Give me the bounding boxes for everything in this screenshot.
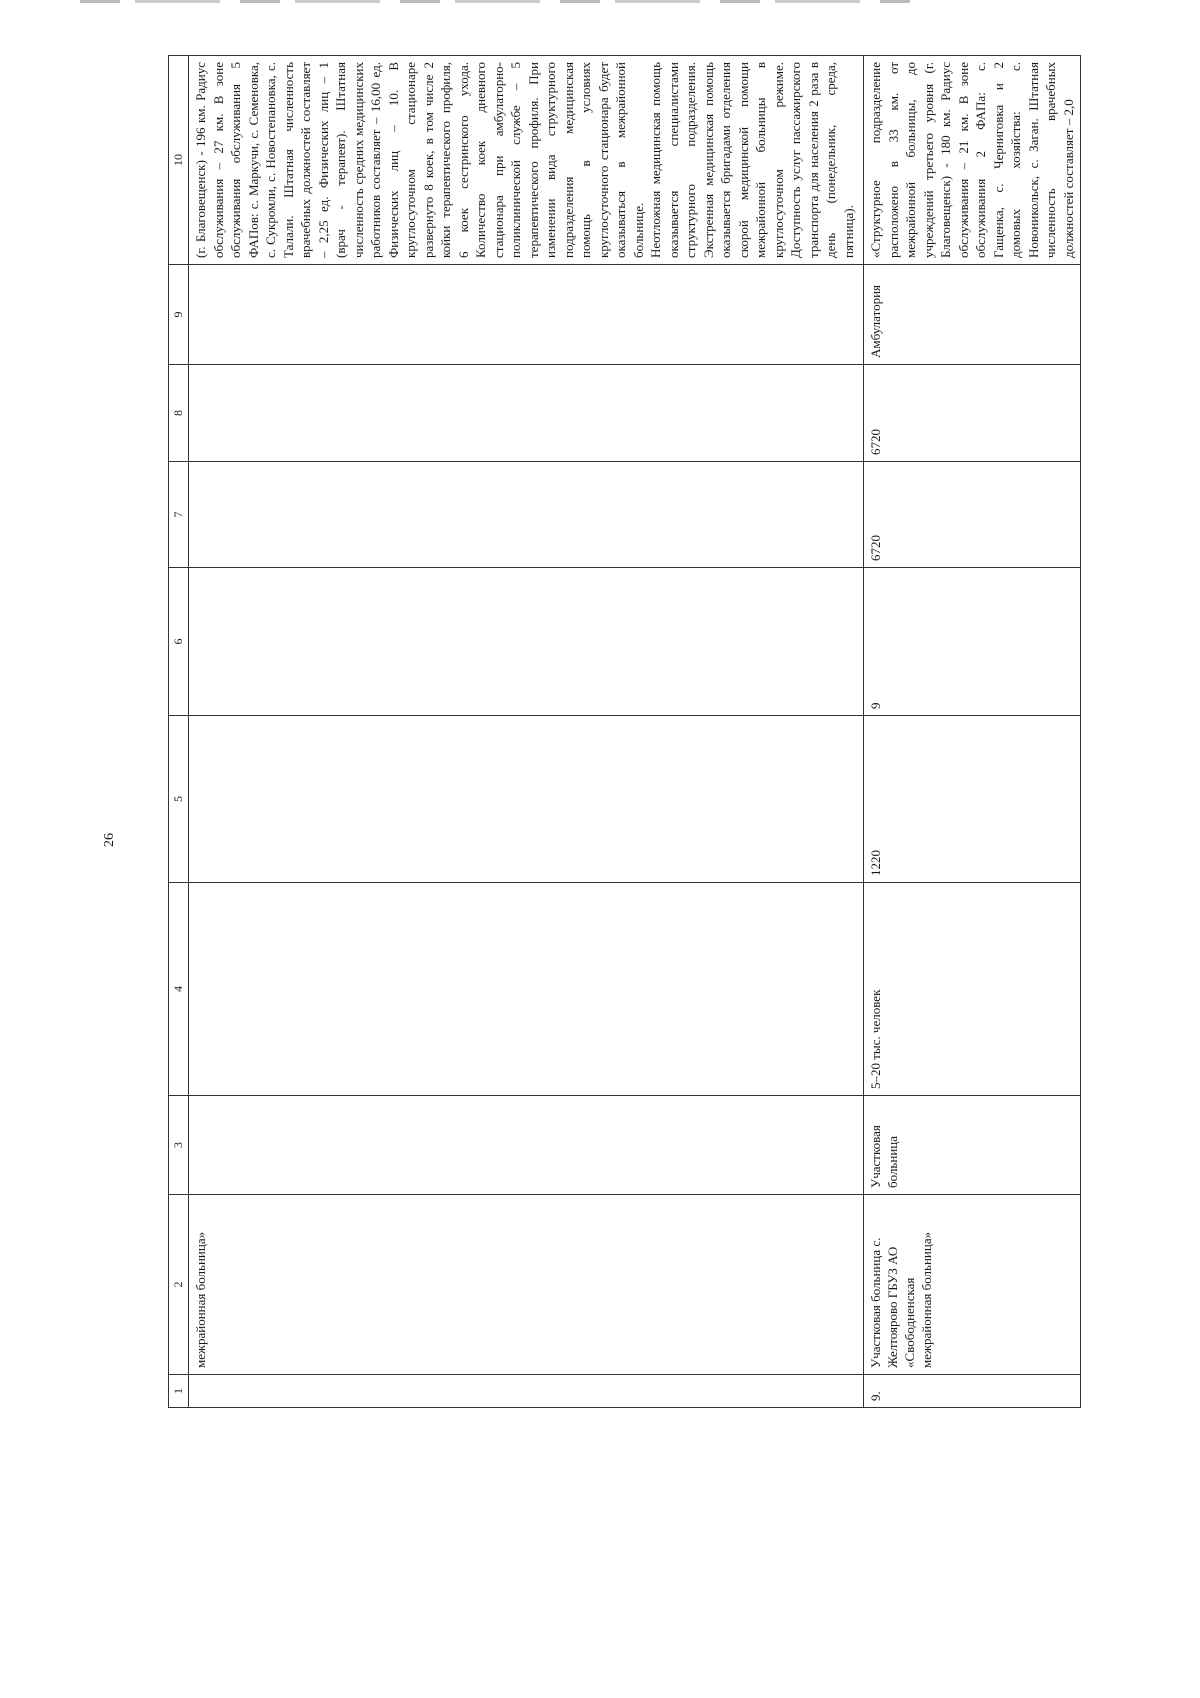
- description-paragraph: Неотложная медицинская помощь оказывается специалистами структурного подразделения. Экстренная медицинская помощь оказывается бригадами отделения скорой медицинской помощи межрайонной больницы в круглосуточном режиме. Доступность услуг пассажирского транспорта для населения 2 раза в день (понедельник, среда, пятница).: [648, 62, 856, 258]
- data-table: [168, 55, 1081, 1408]
- empty-cell: [189, 1096, 864, 1195]
- row-number-cell: 9.: [864, 1375, 1081, 1408]
- scan-edge: [80, 0, 910, 3]
- value-cell: 6720: [864, 365, 1081, 462]
- empty-cell: [189, 462, 864, 568]
- header-cell: 5: [169, 716, 189, 883]
- organization-cell: межрайонная больница»: [189, 1195, 864, 1375]
- population-cell: 5–20 тыс. человек: [864, 883, 1081, 1096]
- empty-cell: [189, 365, 864, 462]
- empty-cell: [189, 716, 864, 883]
- header-cell: 10: [169, 56, 189, 265]
- new-type-cell: Амбулатория: [864, 265, 1081, 365]
- organization-cell: Участковая больница с. Желтоярово ГБУЗ АО «Свободненская межрайонная больница»: [864, 1195, 1081, 1375]
- header-cell: 2: [169, 1195, 189, 1375]
- rotated-table-canvas: [168, 56, 1078, 1408]
- header-cell: 3: [169, 1096, 189, 1195]
- header-cell: 1: [169, 1375, 189, 1408]
- header-cell: 4: [169, 883, 189, 1096]
- table-row-9: [864, 56, 1081, 1408]
- empty-cell: [189, 883, 864, 1096]
- header-cell: 6: [169, 568, 189, 716]
- row-number-cell: [189, 1375, 864, 1408]
- header-cell: 8: [169, 365, 189, 462]
- value-cell: 1220: [864, 716, 1081, 883]
- value-cell: 6720: [864, 462, 1081, 568]
- header-row: [169, 56, 189, 1408]
- description-cell: [189, 56, 864, 265]
- type-cell: Участковая больница: [864, 1096, 1081, 1195]
- empty-cell: [189, 568, 864, 716]
- description-paragraph: (г. Благовещенск) - 196 км. Радиус обслуживания – 27 км. В зоне обслуживания обслуживания 5 ФАПов: с. Маркучи, с. Семеновка, с. Сукромли, с. Новостепановка, с. Талали. Штатная численность врачебных должностей составляет – 2,25 ед. Физических лиц – 1 (врач - терапевт). Штатная численность средних медицинских работников составляет – 16,00 ед. Физических лиц – 10. В круглосуточном стационаре развернуто 8 коек, в том числе 2 койки терапевтического профиля, 6 коек сестринского ухода. Количество коек дневного стационара при амбулаторно-поликлинической службе – 5 терапевтического профиля. При изменении вида структурного подразделения медицинская помощь в условиях круглосуточного стационара будет оказываться в межрайонной больнице.: [193, 62, 646, 258]
- header-cell: 7: [169, 462, 189, 568]
- description-cell: «Структурное подразделение расположено в 33 км. от межрайонной больницы, до учреждений третьего уровня (г. Благовещенск) - 180 км. Радиус обслуживания – 21 км. В зоне обслуживания 2 ФАПа: с. Гащенка, с. Черниговка и 2 домовых хозяйства: с. Новоникольск, с. Заган. Штатная численность врачебных должностей составляет – 2,0: [864, 56, 1081, 265]
- value-cell: 9: [864, 568, 1081, 716]
- table-container: [168, 56, 1078, 1408]
- empty-cell: [189, 265, 864, 365]
- table-row-continued: [189, 56, 864, 1408]
- header-cell: 9: [169, 265, 189, 365]
- page-number: 26: [102, 833, 117, 847]
